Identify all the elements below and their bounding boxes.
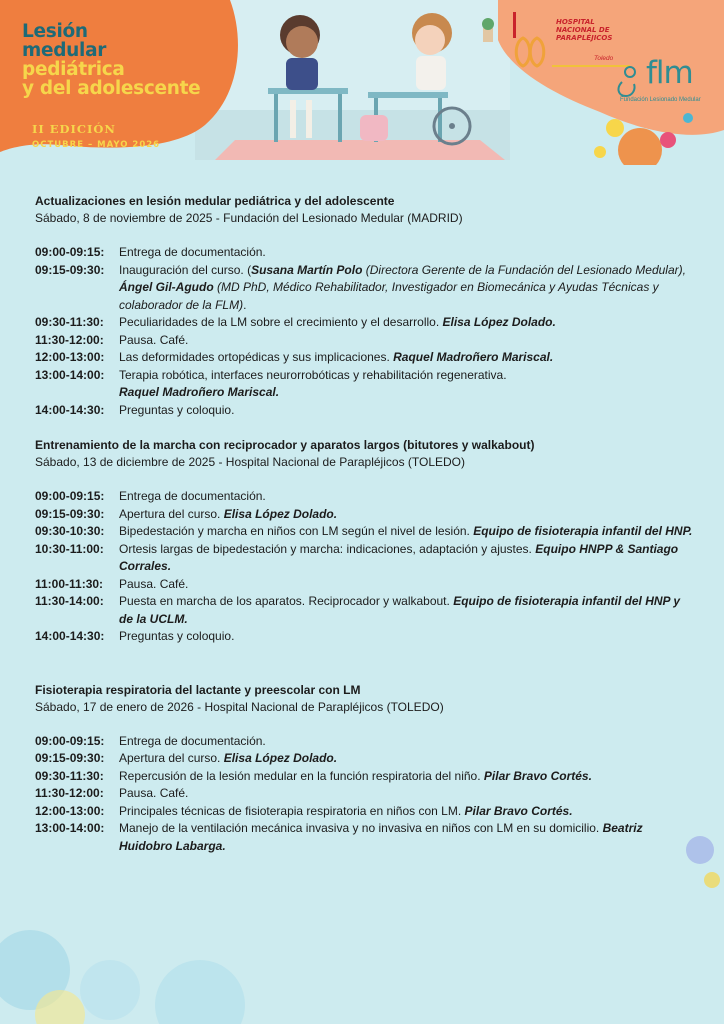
speaker-name: Equipo HNPP & Santiago Corrales. [119, 541, 679, 573]
schedule-activity [119, 593, 695, 628]
activity-text: Manejo de la ventilación mecánica invasiva y no invasiva en niños con LM en su domicilio. [119, 821, 603, 835]
schedule-time: 09:30-10:30: [35, 524, 105, 538]
course-title-logo [22, 22, 222, 98]
session-section [35, 682, 695, 856]
schedule-activity [119, 541, 695, 576]
title-line: pediátrica [22, 59, 125, 80]
activity-text: Apertura del curso. [119, 751, 224, 765]
header-banner [0, 0, 724, 165]
schedule-row [35, 541, 695, 576]
schedule-row [35, 402, 695, 420]
schedule-row [35, 244, 695, 262]
schedule-time: 12:00-13:00: [35, 350, 105, 364]
speaker-name: Elisa López Dolado. [223, 751, 338, 765]
hospital-logo [556, 18, 636, 42]
schedule-row [35, 349, 695, 367]
schedule-row [35, 820, 695, 855]
schedule-time: 10:30-11:00: [35, 541, 104, 556]
edition-dates: OCTUBRE – MAYO 2026 [32, 140, 161, 150]
schedule-row [35, 628, 695, 646]
schedule-activity [119, 506, 695, 524]
schedule-activity: Entrega de documentación. [119, 245, 266, 259]
schedule-activity [119, 820, 695, 855]
schedule-time: 09:15-09:30: [35, 751, 105, 765]
schedule-time: 11:30-14:00: [35, 594, 104, 608]
schedule-row [35, 262, 695, 315]
schedule-row [35, 576, 695, 594]
session-date-venue: Sábado, 13 de diciembre de 2025 - Hospital Nacional de Parapléjicos (TOLEDO) [35, 455, 466, 469]
schedule-activity: Pausa. Café. [119, 786, 189, 800]
schedule-activity [119, 262, 695, 315]
schedule-row [35, 488, 695, 506]
schedule-row [35, 506, 695, 524]
schedule-activity: Entrega de documentación. [119, 733, 266, 748]
speaker-name: Beatriz Huidobro Labarga. [119, 821, 643, 853]
activity-text: Terapia robótica, interfaces neurorrobóticas y rehabilitación regenerativa. [119, 367, 507, 382]
schedule-row [35, 523, 695, 541]
activity-text: Puesta en marcha de los aparatos. Reciprocador y walkabout. [119, 594, 454, 608]
edition-label: II EDICIÓN [32, 122, 116, 136]
activity-text: Ortesis largas de bipedestación y marcha: indicaciones, adaptación y ajustes. [119, 541, 536, 556]
activity-text: Peculiaridades de la LM sobre el crecimiento y el desarrollo. [119, 315, 443, 329]
schedule-time: 13:00-14:00: [35, 821, 105, 835]
session-date-venue: Sábado, 17 de enero de 2026 - Hospital Nacional de Parapléjicos (TOLEDO) [35, 699, 444, 714]
schedule-time: 09:15-09:30: [35, 262, 105, 277]
program-content [35, 193, 695, 855]
schedule-activity [119, 750, 695, 768]
title-line: adolescente [77, 78, 201, 99]
speaker-note: (MD PhD, Médico Rehabilitador, Investigador en Biomecánica y Ayudas Técnicas y colaborador de la FLM) [119, 280, 659, 312]
schedule-row [35, 314, 695, 332]
schedule-time: 09:30-11:30: [35, 768, 104, 783]
schedule-activity [119, 803, 695, 821]
activity-text: Principales técnicas de fisioterapia respiratoria en niños con LM. [119, 803, 465, 818]
schedule-activity [119, 349, 695, 367]
schedule-activity: Preguntas y coloquio. [119, 402, 235, 417]
activity-text: Bipedestación y marcha en niños con LM según el nivel de lesión. [119, 524, 474, 538]
title-line: Lesión [22, 21, 88, 42]
activity-text: Repercusión de la lesión medular en la función respiratoria del niño. [119, 768, 484, 783]
schedule-activity [119, 367, 695, 402]
schedule-row [35, 367, 695, 402]
hospital-line: NACIONAL DE [556, 26, 610, 34]
schedule-row [35, 332, 695, 350]
speaker-name: Equipo de fisioterapia infantil del HNP. [473, 524, 693, 538]
schedule-time: 11:30-12:00: [35, 786, 104, 800]
schedule-row [35, 733, 695, 751]
title-line: y del [22, 78, 72, 99]
activity-text: Inauguración del curso. ( [119, 262, 252, 277]
schedule-time: 14:00-14:30: [35, 629, 105, 643]
schedule-row [35, 768, 695, 786]
session-title: Entrenamiento de la marcha con reciprocador y aparatos largos (bitutores y walkabout) [35, 438, 535, 452]
speaker-name: Elisa López Dolado. [223, 506, 338, 521]
schedule-time: 09:00-09:15: [35, 489, 105, 503]
session-title: Actualizaciones en lesión medular pediátrica y del adolescente [35, 194, 395, 208]
activity-text: . [243, 297, 247, 312]
title-line: medular [22, 40, 107, 61]
speaker-name: Raquel Madroñero Mariscal. [393, 350, 554, 364]
schedule-time: 09:00-09:15: [35, 733, 105, 748]
schedule-row [35, 593, 695, 628]
schedule-activity: Pausa. Café. [119, 576, 189, 591]
schedule-activity: Pausa. Café. [119, 332, 189, 347]
schedule-time: 13:00-14:00: [35, 367, 105, 382]
schedule-time: 12:00-13:00: [35, 803, 105, 818]
schedule-time: 11:30-12:00: [35, 332, 104, 347]
hospital-line: PARAPLÉJICOS [556, 34, 613, 42]
schedule-row [35, 785, 695, 803]
schedule-activity: Preguntas y coloquio. [119, 629, 235, 643]
schedule-time: 11:00-11:30: [35, 576, 104, 591]
speaker-name: Equipo de fisioterapia infantil del HNP y de la UCLM. [119, 594, 681, 626]
schedule-activity [119, 523, 695, 541]
speaker-name: Elisa López Dolado. [442, 315, 556, 329]
speaker-note: (Directora Gerente de la Fundación del Lesionado Medular), [362, 262, 686, 277]
speaker-name: Pilar Bravo Cortés. [483, 768, 592, 783]
schedule-time: 09:15-09:30: [35, 506, 105, 521]
flm-subtitle: Fundación Lesionado Medular [620, 97, 701, 103]
schedule-activity [119, 768, 695, 786]
schedule-time: 09:30-11:30: [35, 315, 104, 329]
activity-text: Apertura del curso. [119, 506, 224, 521]
schedule-time: 14:00-14:30: [35, 402, 105, 417]
speaker-name: Ángel Gil-Agudo [119, 280, 214, 294]
hospital-city: Toledo [594, 55, 614, 62]
flm-logo: flm [646, 55, 693, 91]
schedule-row [35, 750, 695, 768]
session-date-venue: Sábado, 8 de noviembre de 2025 - Fundación del Lesionado Medular (MADRID) [35, 211, 463, 225]
schedule-activity [119, 314, 695, 332]
session-section [35, 437, 695, 646]
activity-text: Las deformidades ortopédicas y sus implicaciones. [119, 350, 394, 364]
session-title: Fisioterapia respiratoria del lactante y preescolar con LM [35, 682, 361, 697]
speaker-name: Susana Martín Polo [251, 262, 363, 277]
speaker-name: Raquel Madroñero Mariscal. [119, 385, 280, 399]
schedule-activity: Entrega de documentación. [119, 489, 266, 503]
session-section [35, 193, 695, 419]
schedule-row [35, 803, 695, 821]
schedule-time: 09:00-09:15: [35, 245, 105, 259]
speaker-name: Pilar Bravo Cortés. [464, 803, 573, 818]
hospital-line: HOSPITAL [556, 18, 595, 26]
